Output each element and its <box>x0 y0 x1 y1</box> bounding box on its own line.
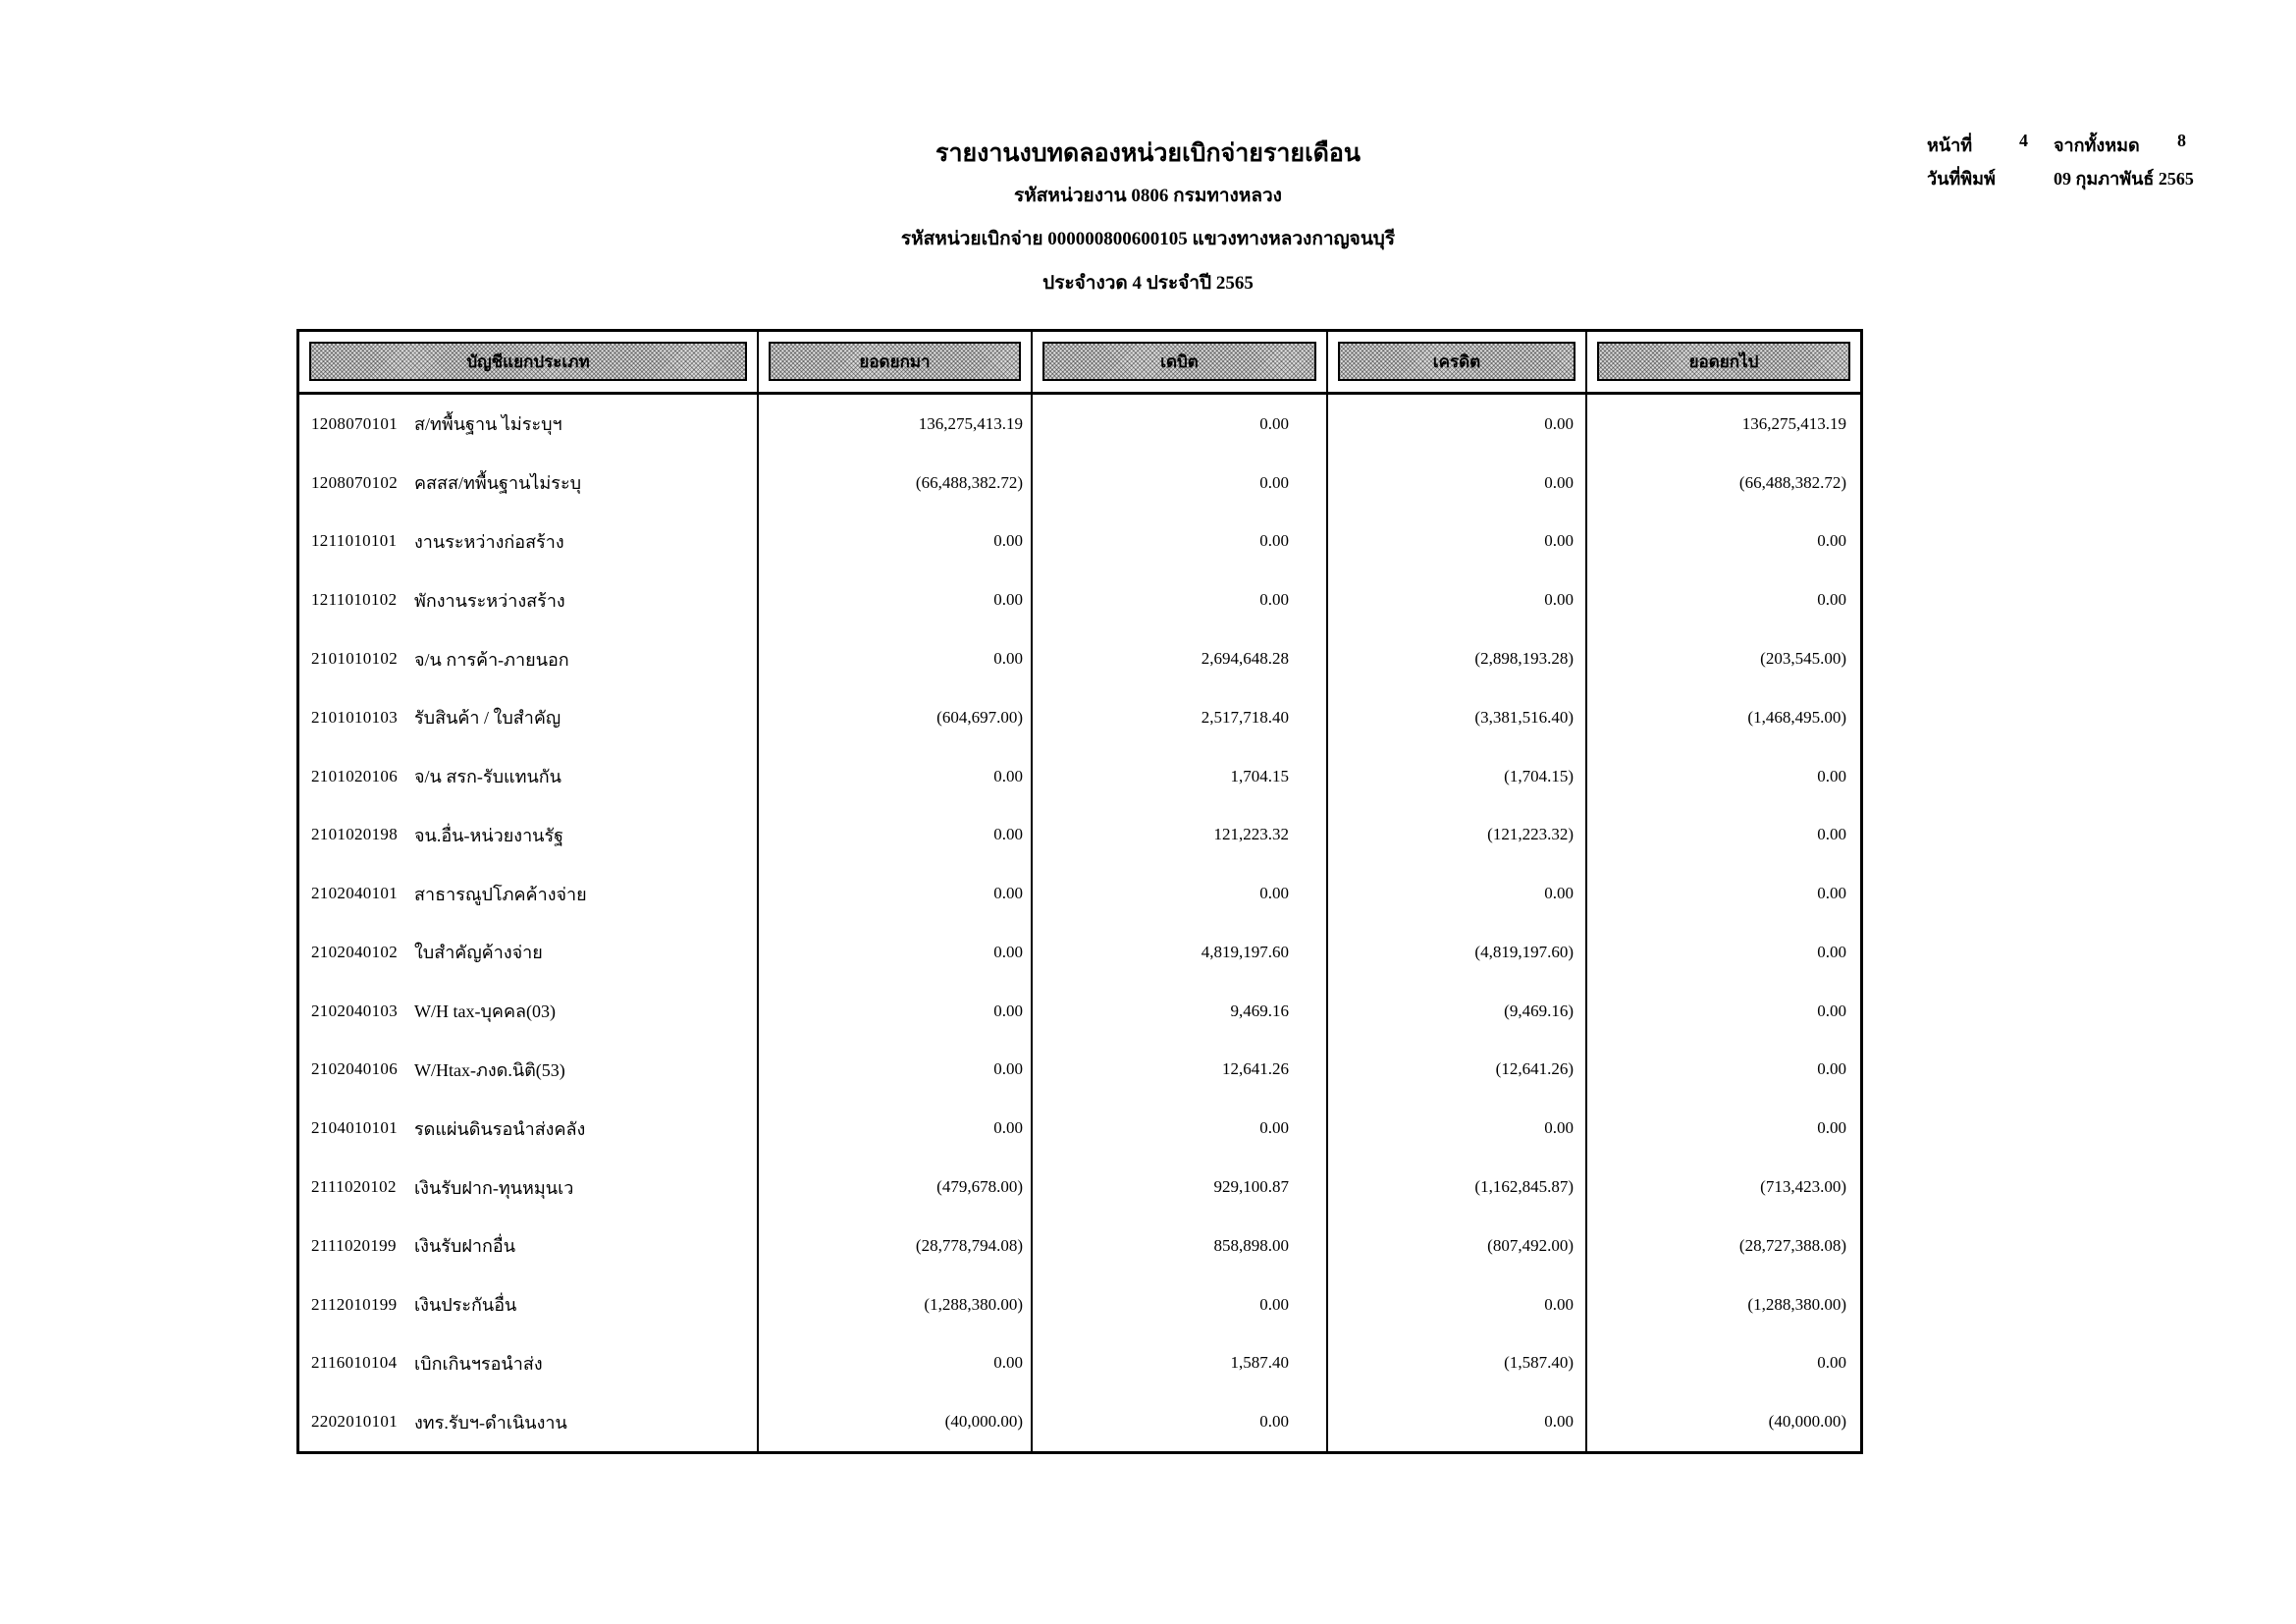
header-label-credit: เครดิต <box>1338 342 1575 381</box>
opening-balance-cell: 0.00 <box>759 982 1033 1041</box>
account-code: 2111020199 <box>311 1235 397 1255</box>
account-cell <box>299 1158 759 1217</box>
table-body <box>299 395 1860 1451</box>
account-name: จ/น สรก-รับแทนกัน <box>414 767 561 787</box>
account-code: 2202010101 <box>311 1412 398 1432</box>
account-code: 2116010104 <box>311 1353 398 1373</box>
table-row <box>299 1334 1860 1393</box>
account-cell <box>299 1217 759 1275</box>
debit-cell: 1,587.40 <box>1033 1334 1328 1393</box>
table-row <box>299 1158 1860 1217</box>
closing-balance-cell: (1,468,495.00) <box>1747 707 1846 727</box>
debit-cell: 0.00 <box>1033 454 1328 513</box>
closing-balance-cell: 136,275,413.19 <box>1741 413 1846 433</box>
table-row <box>299 923 1860 982</box>
header-cell-account <box>299 332 759 392</box>
opening-balance-cell: 136,275,413.19 <box>759 395 1033 454</box>
opening-balance-cell: 0.00 <box>759 570 1033 629</box>
debit-cell: 121,223.32 <box>1033 805 1328 864</box>
account-name: เงินรับฝาก-ทุนหมุนเว <box>414 1177 574 1198</box>
print-date-label: วันที่พิมพ์ <box>1927 169 1996 189</box>
debit-cell: 0.00 <box>1033 395 1328 454</box>
opening-balance-cell: 0.00 <box>759 513 1033 571</box>
account-name: คสสส/ทพื้นฐานไม่ระบุ <box>414 473 582 494</box>
account-name: รดแผ่นดินรอนำส่งคลัง <box>414 1118 586 1139</box>
account-cell <box>299 923 759 982</box>
page-number-label: หน้าที่ <box>1927 135 1973 155</box>
debit-cell: 12,641.26 <box>1033 1041 1328 1100</box>
account-cell <box>299 864 759 923</box>
page-title: รายงานงบทดลองหน่วยเบิกจ่ายรายเดือน <box>935 140 1361 167</box>
opening-balance-cell: (40,000.00) <box>759 1392 1033 1451</box>
table-row <box>299 1392 1860 1451</box>
account-name: จ/น การค้า-ภายนอก <box>414 649 569 670</box>
credit-cell: 0.00 <box>1328 864 1587 923</box>
table-row <box>299 629 1860 688</box>
account-code: 2101010103 <box>311 707 398 727</box>
credit-cell: (807,492.00) <box>1328 1217 1587 1275</box>
opening-balance-cell: (479,678.00) <box>759 1158 1033 1217</box>
account-code: 2102040102 <box>311 942 398 961</box>
table-row <box>299 454 1860 513</box>
account-name: งทร.รับฯ-ดำเนินงาน <box>414 1412 567 1433</box>
credit-cell: (121,223.32) <box>1328 805 1587 864</box>
credit-cell: 0.00 <box>1328 1099 1587 1158</box>
debit-cell: 2,517,718.40 <box>1033 688 1328 747</box>
header-label-opening-balance: ยอดยกมา <box>769 342 1021 381</box>
credit-cell: (9,469.16) <box>1328 982 1587 1041</box>
account-cell <box>299 1392 759 1451</box>
opening-balance-cell: 0.00 <box>759 1099 1033 1158</box>
opening-balance-cell: (66,488,382.72) <box>759 454 1033 513</box>
closing-balance-cell: 0.00 <box>1817 825 1846 844</box>
page-number-value: 4 <box>2019 131 2028 150</box>
opening-balance-cell: 0.00 <box>759 864 1033 923</box>
closing-balance-cell: 0.00 <box>1817 766 1846 785</box>
account-name: W/H tax-บุคคล(03) <box>414 1001 556 1022</box>
trial-balance-table <box>296 329 1863 1454</box>
debit-cell: 4,819,197.60 <box>1033 923 1328 982</box>
debit-cell: 0.00 <box>1033 1392 1328 1451</box>
header-cell-credit <box>1328 332 1587 392</box>
account-code: 1208070101 <box>311 413 398 433</box>
table-row <box>299 982 1860 1041</box>
table-row <box>299 570 1860 629</box>
credit-cell: 0.00 <box>1328 570 1587 629</box>
account-code: 2102040101 <box>311 884 398 903</box>
closing-balance-cell: 0.00 <box>1817 1059 1846 1079</box>
debit-cell: 0.00 <box>1033 513 1328 571</box>
header-label-closing-balance: ยอดยกไป <box>1597 342 1850 381</box>
closing-balance-cell: 0.00 <box>1817 884 1846 903</box>
header-cell-opening-balance <box>759 332 1033 392</box>
closing-balance-cell: (1,288,380.00) <box>1747 1294 1846 1314</box>
account-code: 2104010101 <box>311 1118 398 1138</box>
header-cell-closing-balance <box>1587 332 1860 392</box>
table-row <box>299 747 1860 806</box>
opening-balance-cell: 0.00 <box>759 923 1033 982</box>
print-date-value: 09 กุมภาพันธ์ 2565 <box>2054 169 2194 189</box>
credit-cell: 0.00 <box>1328 395 1587 454</box>
debit-cell: 2,694,648.28 <box>1033 629 1328 688</box>
account-cell <box>299 1275 759 1334</box>
closing-balance-cell: (713,423.00) <box>1760 1177 1846 1197</box>
debit-cell: 0.00 <box>1033 570 1328 629</box>
account-name: ส/ทพื้นฐาน ไม่ระบุฯ <box>414 414 562 435</box>
account-name: สาธารณูปโภคค้างจ่าย <box>414 884 587 904</box>
account-name: จน.อื่น-หน่วยงานรัฐ <box>414 825 564 845</box>
table-header-row <box>299 332 1860 395</box>
period-line: ประจำงวด 4 ประจำปี 2565 <box>1042 273 1254 294</box>
table-row <box>299 805 1860 864</box>
credit-cell: (1,587.40) <box>1328 1334 1587 1393</box>
opening-balance-cell: 0.00 <box>759 629 1033 688</box>
opening-balance-cell: 0.00 <box>759 1041 1033 1100</box>
account-name: ใบสำคัญค้างจ่าย <box>414 943 543 963</box>
account-code: 1211010101 <box>311 531 398 551</box>
credit-cell: 0.00 <box>1328 1392 1587 1451</box>
closing-balance-cell: 0.00 <box>1817 1118 1846 1138</box>
account-cell <box>299 747 759 806</box>
debit-cell: 858,898.00 <box>1033 1217 1328 1275</box>
account-cell <box>299 629 759 688</box>
closing-balance-cell: (66,488,382.72) <box>1738 472 1846 492</box>
credit-cell: 0.00 <box>1328 1275 1587 1334</box>
table-row <box>299 513 1860 571</box>
account-cell <box>299 513 759 571</box>
account-cell <box>299 570 759 629</box>
account-name: เงินประกันอื่น <box>414 1295 517 1316</box>
debit-cell: 0.00 <box>1033 1099 1328 1158</box>
debit-cell: 0.00 <box>1033 1275 1328 1334</box>
table-row <box>299 1275 1860 1334</box>
account-name: เงินรับฝากอื่น <box>414 1236 516 1257</box>
table-row <box>299 1217 1860 1275</box>
account-cell <box>299 982 759 1041</box>
closing-balance-cell: (203,545.00) <box>1760 649 1846 669</box>
credit-cell: (3,381,516.40) <box>1328 688 1587 747</box>
account-cell <box>299 805 759 864</box>
org-code-line: รหัสหน่วยงาน 0806 กรมทางหลวง <box>1014 186 1282 206</box>
closing-balance-cell: (28,727,388.08) <box>1738 1235 1846 1255</box>
closing-balance-cell: 0.00 <box>1817 1001 1846 1020</box>
account-code: 2102040106 <box>311 1059 398 1079</box>
debit-cell: 0.00 <box>1033 864 1328 923</box>
account-code: 1211010102 <box>311 590 398 610</box>
table-row <box>299 688 1860 747</box>
opening-balance-cell: 0.00 <box>759 1334 1033 1393</box>
disbursement-unit-line: รหัสหน่วยเบิกจ่าย 000000800600105 แขวงทางหลวงกาญจนบุรี <box>900 229 1396 249</box>
account-code: 2101010102 <box>311 649 398 669</box>
closing-balance-cell: (40,000.00) <box>1768 1412 1846 1432</box>
table-row <box>299 395 1860 454</box>
account-name: เบิกเกินฯรอนำส่ง <box>414 1353 543 1374</box>
credit-cell: (4,819,197.60) <box>1328 923 1587 982</box>
debit-cell: 1,704.15 <box>1033 747 1328 806</box>
table-row <box>299 1041 1860 1100</box>
account-code: 2101020198 <box>311 825 398 844</box>
account-cell <box>299 454 759 513</box>
account-code: 2101020106 <box>311 766 398 785</box>
account-cell <box>299 1041 759 1100</box>
closing-balance-cell: 0.00 <box>1817 590 1846 610</box>
header-label-account: บัญชีแยกประเภท <box>309 342 747 381</box>
table-row <box>299 864 1860 923</box>
closing-balance-cell: 0.00 <box>1817 942 1846 961</box>
account-code: 2102040103 <box>311 1001 398 1020</box>
credit-cell: (1,704.15) <box>1328 747 1587 806</box>
opening-balance-cell: 0.00 <box>759 805 1033 864</box>
debit-cell: 929,100.87 <box>1033 1158 1328 1217</box>
credit-cell: 0.00 <box>1328 513 1587 571</box>
account-code: 1208070102 <box>311 472 398 492</box>
header-label-debit: เดบิต <box>1042 342 1316 381</box>
account-cell <box>299 395 759 454</box>
account-cell <box>299 688 759 747</box>
opening-balance-cell: 0.00 <box>759 747 1033 806</box>
opening-balance-cell: (28,778,794.08) <box>759 1217 1033 1275</box>
debit-cell: 9,469.16 <box>1033 982 1328 1041</box>
account-name: W/Htax-ภงด.นิติ(53) <box>414 1059 565 1080</box>
closing-balance-cell: 0.00 <box>1817 1353 1846 1373</box>
account-name: งานระหว่างก่อสร้าง <box>414 531 564 552</box>
opening-balance-cell: (1,288,380.00) <box>759 1275 1033 1334</box>
credit-cell: 0.00 <box>1328 454 1587 513</box>
closing-balance-cell: 0.00 <box>1817 531 1846 551</box>
account-name: พักงานระหว่างสร้าง <box>414 590 565 611</box>
account-code: 2112010199 <box>311 1294 398 1314</box>
credit-cell: (1,162,845.87) <box>1328 1158 1587 1217</box>
account-cell <box>299 1099 759 1158</box>
credit-cell: (12,641.26) <box>1328 1041 1587 1100</box>
credit-cell: (2,898,193.28) <box>1328 629 1587 688</box>
opening-balance-cell: (604,697.00) <box>759 688 1033 747</box>
total-pages-label: จากทั้งหมด <box>2054 135 2140 155</box>
account-name: รับสินค้า / ใบสำคัญ <box>414 708 561 729</box>
account-cell <box>299 1334 759 1393</box>
total-pages-value: 8 <box>2177 131 2186 150</box>
account-code: 2111020102 <box>311 1177 397 1197</box>
table-row <box>299 1099 1860 1158</box>
header-cell-debit <box>1033 332 1328 392</box>
